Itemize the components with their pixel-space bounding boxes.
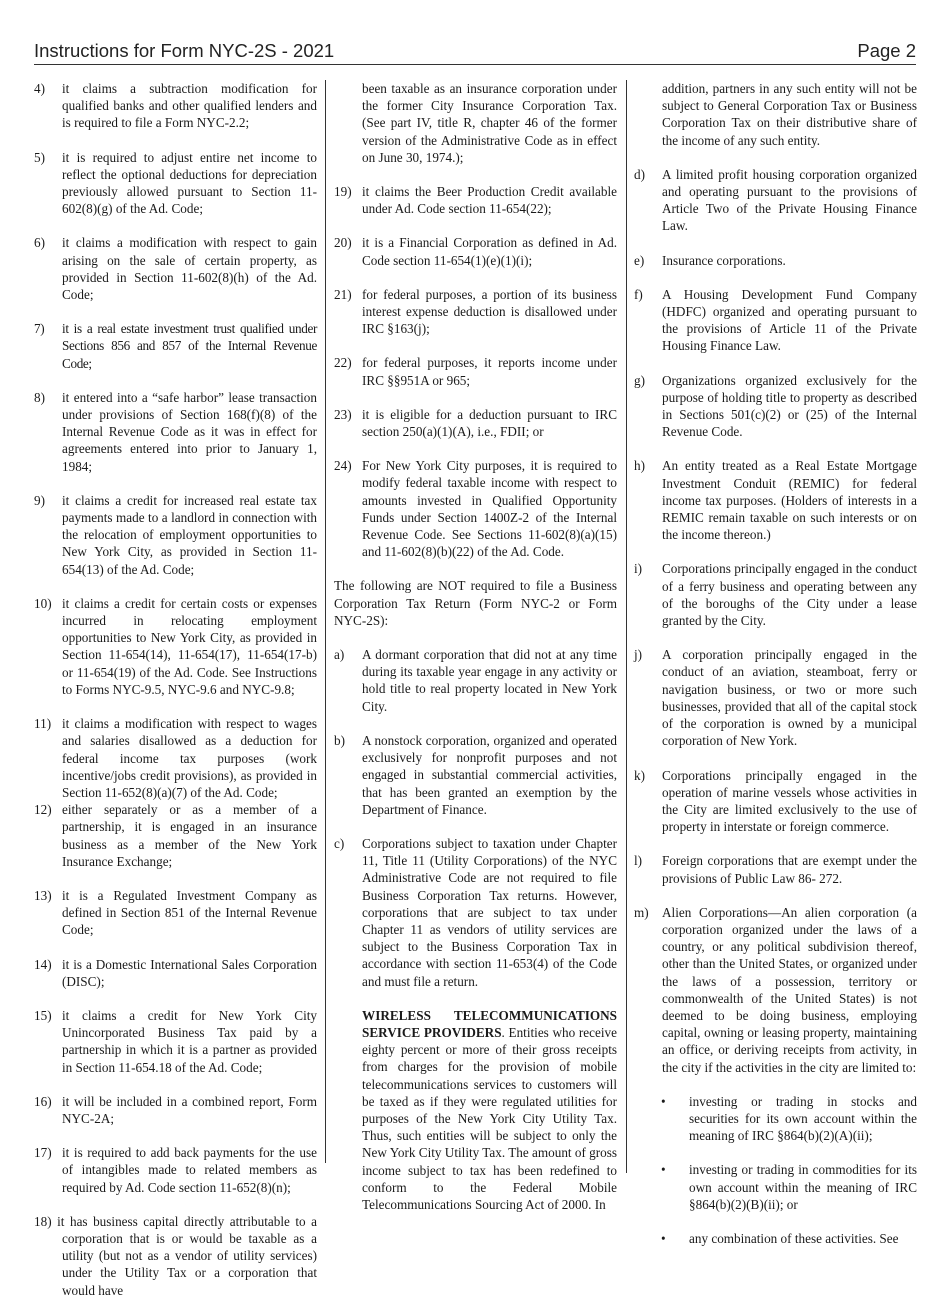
list-item: 7) it is a real estate investment trust qualified under Sections 856 and 857 of the Internal Revenue Code; bbox=[34, 321, 317, 371]
list-item: 24) For New York City purposes, it is required to modify federal taxable income with respect to amounts invested in Qualified Opportunity Funds under Section 1400Z-2 of the Internal Revenue Code. See Sections 11-602(8)(a)(15) and 11-602(8)(b)(22) of the Ad. Code. bbox=[334, 458, 617, 560]
list-item: 22) for federal purposes, it reports income under IRC §§951A or 965; bbox=[334, 355, 617, 388]
document-title: Instructions for Form NYC-2S - 2021 bbox=[34, 40, 335, 61]
list-item: 16) it will be included in a combined report, Form NYC-2A; bbox=[34, 1093, 317, 1126]
list-item: 9) it claims a credit for increased real estate tax payments made to a landlord in connection with the relocation of employment opportunities to New York City, as provided in Section 11-654(13) of the Ad. Code; bbox=[34, 492, 317, 577]
list-item: 8) it entered into a “safe harbor” lease transaction under provisions of Section 168(f)(8) of the Internal Revenue Code as it was in effect for agreements entered into prior to January 1, 1984; bbox=[34, 389, 317, 474]
list-item: c) Corporations subject to taxation under Chapter 11, Title 11 (Utility Corporations) of the NYC Administrative Code are not required to file Business Corporation Tax returns. However, corporations that are subject to tax under Chapter 11 as vendors of utility services are subject to the Business Corporation Tax in accordance with section 11-653(4) of the Code and must file a return. bbox=[334, 835, 617, 989]
bullet-icon: • bbox=[661, 1162, 666, 1178]
bullet-item: • investing or trading in stocks and securities for its own account within the meaning of IRC §864(b)(2)(A)(ii); bbox=[661, 1093, 917, 1144]
list-item: h) An entity treated as a Real Estate Mortgage Investment Conduit (REMIC) for federal income tax purposes. (Holders of interests in a REMIC remain taxable on such interests or on the income thereon.) bbox=[634, 458, 917, 543]
continued-text: addition, partners in any such entity will not be subject to General Corporation Tax or Business Corporation Tax on their distributive share of the income of any such entity. bbox=[662, 81, 917, 148]
list-item: m) Alien Corporations—An alien corporation (a corporation organized under the laws of a country, or any political subdivision thereof, other than the United States, or organized under the laws of a possession, territory or commonwealth of the United States) is not deemed to be doing business, employing capital, owning or leasing property, maintaining an office, or deriving receipts from activity, in the city if the activities in the city are limited to: bbox=[634, 904, 917, 1075]
list-item: 11) it claims a modification with respect to wages and salaries disallowed as a deduction for federal income tax purposes (work incentive/jobs credit provisions), as provided in Section 11-652(8)(a)(7) of the Ad. Code; bbox=[34, 716, 317, 800]
list-item: 6) it claims a modification with respect to gain arising on the sale of certain property, as provided in Section 11-602(8)(h) of the Ad. Code; bbox=[34, 235, 317, 303]
list-item: 12) either separately or as a member of a partnership, it is engaged in an insurance business as a member of the New York Insurance Exchange; bbox=[34, 802, 317, 869]
list-item: 18) it has business capital directly attributable to a corporation that is or would be taxable as a utility (but not as a vendor of utility services) under the Utility Tax or a corporation that would have bbox=[34, 1213, 318, 1298]
list-item: 10) it claims a credit for certain costs or expenses incurred in relocating employment opportunities to New York City, as provided in Section 11-654(14), 11-654(17), 11-654(17-b) or 11-654(19) of the Ad. Code. See Instructions to Forms NYC-9.5, NYC-9.6 and NYC-9.8; bbox=[34, 595, 317, 697]
page-number: Page 2 bbox=[857, 40, 916, 61]
wireless-heading: WIRELESS TELECOMMUNICATIONS SERVICE PROVIDERS bbox=[362, 1007, 617, 1040]
list-item: j) A corporation principally engaged in the conduct of an aviation, steamboat, ferry or navigation business, or two or more such businesses, provided that all of the capital stock of the corporation is owned by a municipal corporation of New York. bbox=[634, 647, 917, 749]
list-item: d) A limited profit housing corporation organized and operating pursuant to the provisions of Article Two of the Private Housing Finance Law. bbox=[634, 166, 917, 234]
list-item: e) Insurance corporations. bbox=[634, 252, 786, 268]
list-item: 13) it is a Regulated Investment Company as defined in Section 851 of the Internal Revenue Code; bbox=[34, 887, 317, 938]
wireless-paragraph: WIRELESS TELECOMMUNICATIONS SERVICE PROVIDERS. Entities who receive eighty percent or more of their gross receipts from charges for the provision of mobile telecommunications services to customers will be taxed as if they were regulated utilities for purposes of the New York City Utility Tax. Thus, such entities will be subject to only the New York City Utility Tax. The amount of gross income subject to tax has been redefined to conform to the Federal Mobile Telecommunications Sourcing Act of 2000. In bbox=[362, 1007, 618, 1212]
bullet-item: • any combination of these activities. See bbox=[661, 1230, 899, 1246]
bullet-icon: • bbox=[661, 1093, 666, 1109]
list-item: a) A dormant corporation that did not at any time during its taxable year engage in any activity or hold title to real property located in New York City. bbox=[334, 647, 617, 714]
list-item: 15) it claims a credit for New York City Unincorporated Business Tax paid by a partnership in which it is a partner as provided in Section 11-654.18 of the Ad. Code; bbox=[34, 1007, 317, 1075]
bullet-icon: • bbox=[661, 1230, 666, 1246]
list-item: 4) it claims a subtraction modification for qualified banks and other qualified lenders and is required to file a Form NYC-2.2; bbox=[34, 81, 317, 131]
continued-text: been taxable as an insurance corporation under the former City Insurance Corporation Tax. (See part IV, title R, chapter 46 of the former version of the Administrative Code as in effect on June 30, 1974.); bbox=[362, 81, 617, 165]
column-divider bbox=[325, 80, 326, 1163]
list-item: 19) it claims the Beer Production Credit available under Ad. Code section 11-654(22); bbox=[334, 184, 617, 217]
bullet-item: • investing or trading in commodities for its own account within the meaning of IRC §864(b)(2)(B)(ii); or bbox=[661, 1162, 917, 1212]
list-item: 23) it is eligible for a deduction pursuant to IRC section 250(a)(1)(A), i.e., FDII; or bbox=[334, 406, 617, 440]
list-item: 21) for federal purposes, a portion of its business interest expense deduction is disallowed under IRC §163(j); bbox=[334, 286, 617, 337]
list-item: b) A nonstock corporation, organized and operated exclusively for nonprofit purposes and not engaged in substantial commercial activities, that has been granted an exemption by the Department of Finance. bbox=[334, 732, 617, 817]
column-left bbox=[34, 80, 318, 1298]
list-item: 5) it is required to adjust entire net income to reflect the optional deductions for depreciation previously allowed pursuant to Section 11-602(8)(g) of the Ad. Code; bbox=[34, 149, 317, 217]
list-item: g) Organizations organized exclusively for the purpose of holding title to property as described in Sections 501(c)(2) or (25) of the Internal Revenue Code. bbox=[634, 372, 917, 440]
column-right bbox=[634, 80, 917, 1246]
list-item: k) Corporations principally engaged in the operation of marine vessels whose activities in the City are limited exclusively to the use of property in interstate or foreign commerce. bbox=[634, 767, 917, 835]
column-middle bbox=[334, 80, 617, 1230]
list-item: 20) it is a Financial Corporation as defined in Ad. Code section 11-654(1)(e)(1)(i); bbox=[334, 235, 617, 268]
list-item: f) A Housing Development Fund Company (HDFC) organized and operating pursuant to the provisions of Article 11 of the Private Housing Finance Law. bbox=[634, 286, 917, 354]
list-item: l) Foreign corporations that are exempt under the provisions of Public Law 86- 272. bbox=[634, 853, 917, 886]
list-item: 14) it is a Domestic International Sales Corporation (DISC); bbox=[34, 956, 317, 989]
list-item: i) Corporations principally engaged in the conduct of a ferry business and operating between any of the boroughs of the City under a lease granted by the City. bbox=[634, 561, 917, 629]
list-item: 17) it is required to add back payments for the use of intangibles made to related members as required by Ad. Code section 11-652(8)(n); bbox=[34, 1145, 317, 1195]
column-divider bbox=[626, 80, 627, 1173]
page-header bbox=[34, 40, 916, 65]
not-required-intro: The following are NOT required to file a Business Corporation Tax Return (Form NYC-2 or Form NYC-2S): bbox=[334, 578, 617, 628]
